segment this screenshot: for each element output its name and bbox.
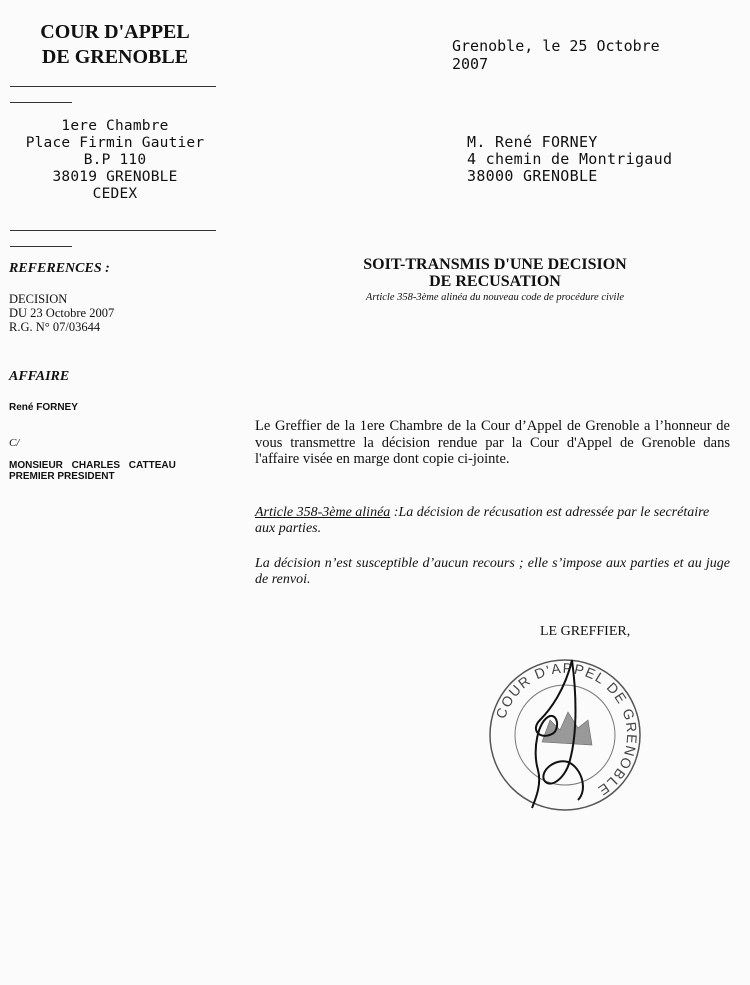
court-seal-stamp — [480, 650, 650, 820]
reference-line: DECISION — [9, 292, 68, 306]
reference-line: DU 23 Octobre 2007 — [9, 306, 115, 320]
references-block — [9, 292, 114, 334]
recipient-city: 38000 GRENOBLE — [467, 167, 598, 185]
address-line: CEDEX — [92, 186, 138, 202]
date-line: 2007 — [452, 55, 489, 73]
divider — [10, 86, 216, 87]
recipient-name: M. René FORNEY — [467, 133, 598, 151]
signature-label: LE GREFFIER, — [540, 624, 631, 639]
address-line: 38019 GRENOBLE — [52, 169, 178, 185]
divider — [10, 102, 72, 103]
article-reference: Article 358-3ème alinéa — [255, 505, 391, 520]
recipient-street: 4 chemin de Montrigaud — [467, 150, 673, 168]
document-title — [290, 256, 700, 290]
defendant-block — [9, 460, 239, 482]
chambre-label: 1ere Chambre — [61, 118, 169, 134]
defendant-name: MONSIEUR CHARLES CATTEAU — [9, 460, 176, 471]
recours-paragraph: La décision n’est susceptible d’aucun recours ; elle s’impose aux parties et au juge de renvoi. — [255, 556, 730, 587]
defendant-title: PREMIER PRESIDENT — [9, 471, 115, 482]
address-line: B.P 110 — [83, 152, 147, 168]
references-heading: REFERENCES : — [9, 261, 110, 276]
seal-text: COUR D'APPEL DE GRENOBLE — [492, 659, 641, 800]
court-name-line2: DE GRENOBLE — [41, 46, 189, 68]
letter-date — [452, 37, 712, 73]
title-line: SOIT-TRANSMIS D'UNE DECISION — [363, 256, 627, 273]
address-line: Place Firmin Gautier — [25, 135, 205, 151]
article-paragraph — [255, 505, 730, 537]
affaire-heading: AFFAIRE — [9, 369, 70, 384]
reference-line: R.G. N° 07/03644 — [9, 320, 101, 334]
document-subtitle: Article 358-3ème alinéa du nouveau code de procédure civile — [365, 292, 625, 303]
versus-label: C/ — [9, 437, 20, 449]
date-line: Grenoble, le 25 Octobre — [452, 37, 660, 55]
divider — [10, 246, 72, 247]
court-address — [10, 118, 220, 203]
divider — [10, 230, 216, 231]
recipient-address — [467, 134, 747, 185]
body-paragraph: Le Greffier de la 1ere Chambre de la Cour d’Appel de Grenoble a l’honneur de vous transmettre la décision rendue par la Cour d'Appel de Grenoble dans l'affaire visée en marge dont copie ci-jointe. — [255, 418, 730, 467]
title-line: DE RECUSATION — [429, 273, 561, 290]
plaintiff-name: René FORNEY — [9, 402, 78, 413]
court-name — [10, 20, 220, 70]
article-text: :La décision de récusation est adressée par le secrétaire aux parties. — [255, 505, 710, 536]
court-name-line1: COUR D'APPEL — [40, 21, 190, 43]
